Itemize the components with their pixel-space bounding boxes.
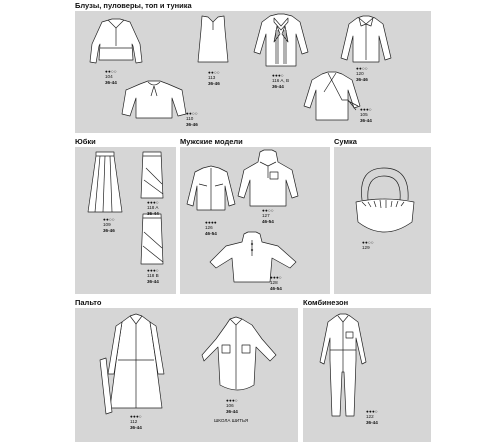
- difficulty-dots: ●●●○: [270, 275, 282, 280]
- top-113-sketch: [193, 14, 233, 69]
- blouse-120-sketch: [335, 14, 395, 70]
- size-range: 36-46: [186, 121, 198, 127]
- size-range: 36-46: [103, 227, 115, 233]
- section-title-men: Мужские модели: [180, 137, 243, 146]
- difficulty-dots: ●●●○: [366, 409, 378, 414]
- bag-129-sketch: [338, 162, 428, 240]
- coat-112-sketch: [90, 312, 180, 416]
- size-range: 46-54: [262, 218, 274, 224]
- size-range: 46-54: [270, 285, 282, 291]
- model-number: 116 A, B: [272, 78, 290, 84]
- item-label-118b: [147, 268, 159, 284]
- pullover-110-sketch: [118, 78, 190, 126]
- model-number: 126: [205, 225, 213, 231]
- jumpsuit-122-sketch: [316, 312, 372, 424]
- section-title-bag: Сумка: [334, 137, 357, 146]
- model-number: 106: [226, 403, 234, 409]
- item-label-109: [103, 217, 115, 233]
- model-number: 112: [130, 419, 138, 425]
- item-label-105: [360, 107, 372, 123]
- difficulty-dots: ●●○○: [356, 66, 368, 71]
- size-range: 36-44: [130, 424, 142, 430]
- difficulty-dots: ●●○○: [186, 111, 198, 116]
- blouse-116-sketch: [250, 12, 310, 74]
- model-number: 118 B: [147, 273, 159, 279]
- size-range: 36-44: [226, 408, 238, 414]
- difficulty-dots: ●●●○: [147, 268, 159, 273]
- pullover-127-sketch: [236, 148, 302, 219]
- section-title-blouses: Блузы, пуловеры, топ и туника: [75, 1, 192, 10]
- model-number: 105: [360, 112, 368, 118]
- item-label-112: [130, 414, 142, 430]
- size-range: 36-44: [366, 419, 378, 425]
- item-label-118a: [147, 200, 159, 216]
- model-number: 110: [186, 116, 194, 122]
- size-range: 36-44: [360, 117, 372, 123]
- jacket-126-sketch: [183, 164, 241, 218]
- item-label-116: [272, 73, 289, 89]
- coat-106-sketch: [200, 315, 280, 395]
- skirt-109-sketch: [86, 150, 126, 220]
- skirt-118b-sketch: [138, 212, 168, 270]
- model-number: 120: [356, 71, 364, 77]
- difficulty-dots: ●●●○: [272, 73, 284, 78]
- tunic-105-sketch: [298, 70, 364, 126]
- item-label-104: [105, 69, 117, 85]
- difficulty-dots: ●●○○: [208, 70, 220, 75]
- difficulty-dots: ●●●○: [360, 107, 372, 112]
- model-number: 129: [362, 245, 370, 251]
- difficulty-dots: ●●●○: [226, 398, 238, 403]
- model-number: 118 A: [147, 205, 159, 211]
- difficulty-dots: ●●●●: [205, 220, 217, 225]
- item-label-129: [362, 240, 374, 251]
- size-range: 46-54: [205, 230, 217, 236]
- item-label-110: [186, 111, 198, 127]
- model-number: 127: [262, 213, 270, 219]
- model-number: 128: [270, 280, 278, 286]
- item-label-122: [366, 409, 378, 425]
- difficulty-dots: ●●○○: [105, 69, 117, 74]
- difficulty-dots: ●●○○: [262, 208, 274, 213]
- difficulty-dots: ●●●○: [147, 200, 159, 205]
- item-label-128: [270, 275, 282, 291]
- item-label-126: [205, 220, 217, 236]
- item-label-127: [262, 208, 274, 224]
- section-title-jumpsuit: Комбинезон: [303, 298, 349, 307]
- size-range: 36-44: [105, 79, 117, 85]
- size-range: 36-44: [147, 278, 159, 284]
- item-label-113: [208, 70, 220, 86]
- size-range: 36-46: [356, 76, 368, 82]
- item-label-106: [226, 398, 238, 414]
- difficulty-dots: ●●●○: [130, 414, 142, 419]
- difficulty-dots: ●●○○: [362, 240, 374, 245]
- model-number: 109: [103, 222, 111, 228]
- item-label-120: [356, 66, 368, 82]
- size-range: 36-46: [208, 80, 220, 86]
- blouse-104-sketch: [78, 16, 153, 71]
- model-number: 122: [366, 414, 374, 420]
- section-title-skirts: Юбки: [75, 137, 96, 146]
- section-title-coat: Пальто: [75, 298, 102, 307]
- model-number: 104: [105, 74, 113, 80]
- school-caption: ШКОЛА ШИТЬЯ: [214, 418, 249, 423]
- size-range: 36-44: [147, 210, 159, 216]
- skirt-118a-sketch: [138, 150, 168, 204]
- size-range: 36-44: [272, 83, 284, 89]
- model-number: 113: [208, 75, 216, 81]
- pullover-128-sketch: [206, 230, 302, 286]
- difficulty-dots: ●●○○: [103, 217, 115, 222]
